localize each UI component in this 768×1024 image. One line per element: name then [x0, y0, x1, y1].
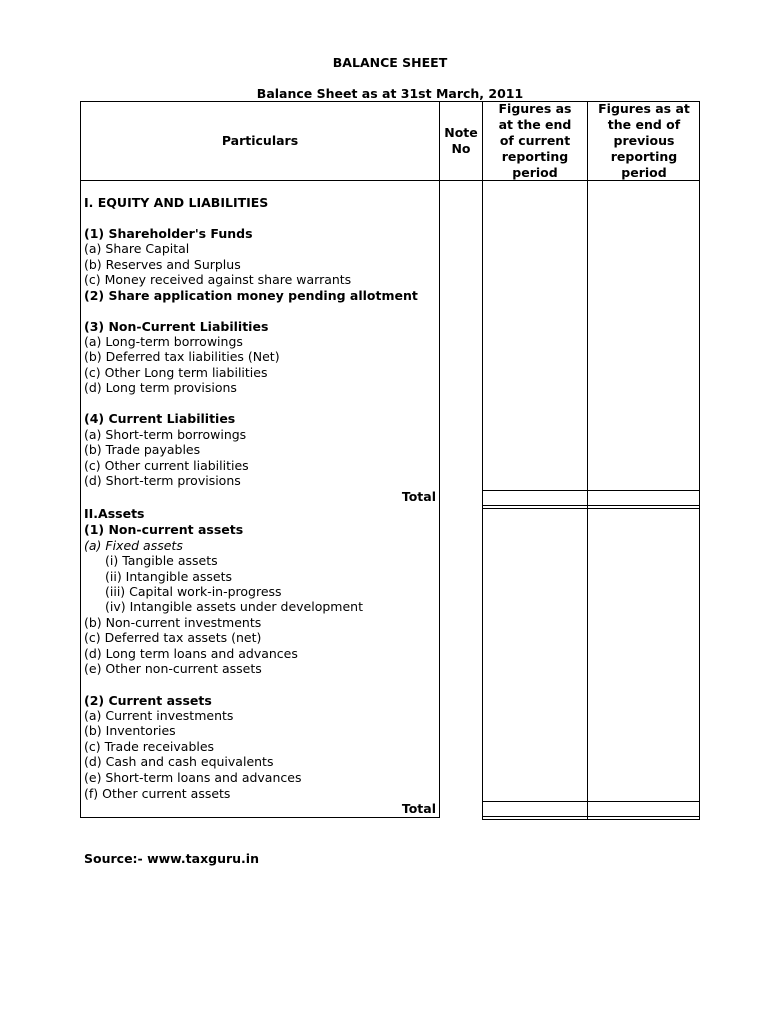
line-item-long-term-loans: (d) Long term loans and advances	[84, 646, 298, 661]
liabilities-total-label: Total	[401, 489, 436, 504]
line-item-non-current-investments: (b) Non-current investments	[84, 615, 262, 630]
header-note-no: Note No	[444, 125, 478, 156]
header-particulars: Particulars	[221, 133, 299, 148]
line-item-short-term-borrowings: (a) Short-term borrowings	[84, 427, 247, 442]
line-item-trade-payables: (b) Trade payables	[84, 442, 201, 457]
line-item-capital-wip: (iii) Capital work-in-progress	[105, 584, 282, 599]
liabilities-total-double-rule	[482, 508, 700, 509]
section-heading-assets: II.Assets	[84, 506, 145, 521]
note-col-right-border	[482, 101, 483, 819]
line-item-fixed-assets: (a) Fixed assets	[84, 538, 183, 553]
line-item-current-investments: (a) Current investments	[84, 708, 234, 723]
current-col-right-border	[587, 101, 588, 819]
line-item-share-warrants: (c) Money received against share warrants	[84, 272, 352, 287]
document-subtitle: Balance Sheet as at 31st March, 2011	[256, 86, 524, 101]
line-item-long-term-provisions: (d) Long term provisions	[84, 380, 237, 395]
header-current-period: Figures as at the end of current reporting period	[498, 101, 572, 180]
table-bottom-border	[80, 817, 440, 818]
source-note: Source:- www.taxguru.in	[84, 851, 259, 866]
assets-total-top-rule	[482, 801, 700, 802]
line-item-intangible-assets: (ii) Intangible assets	[105, 569, 233, 584]
line-item-tangible-assets: (i) Tangible assets	[105, 553, 218, 568]
assets-total-label: Total	[401, 801, 436, 816]
line-item-inventories: (b) Inventories	[84, 723, 176, 738]
line-item-other-current-liabilities: (c) Other current liabilities	[84, 458, 249, 473]
note-col-left-border	[439, 101, 440, 818]
line-item-intangible-under-development: (iv) Intangible assets under development	[105, 599, 363, 614]
subheading-current-assets: (2) Current assets	[84, 693, 212, 708]
line-item-other-non-current-assets: (e) Other non-current assets	[84, 661, 262, 676]
line-item-cash-equivalents: (d) Cash and cash equivalents	[84, 754, 274, 769]
table-right-border	[699, 101, 700, 819]
subheading-non-current-assets: (1) Non-current assets	[84, 522, 244, 537]
assets-total-bottom-rule	[482, 816, 700, 817]
line-item-long-term-borrowings: (a) Long-term borrowings	[84, 334, 243, 349]
liabilities-total-top-rule	[482, 490, 700, 491]
document-title: BALANCE SHEET	[332, 55, 448, 70]
line-item-reserves-surplus: (b) Reserves and Surplus	[84, 257, 241, 272]
header-previous-period: Figures as at the end of previous reporting period	[598, 101, 690, 180]
line-item-deferred-tax-liabilities: (b) Deferred tax liabilities (Net)	[84, 349, 280, 364]
subheading-share-application: (2) Share application money pending allotment	[84, 288, 418, 303]
line-item-share-capital: (a) Share Capital	[84, 241, 190, 256]
line-item-deferred-tax-assets: (c) Deferred tax assets (net)	[84, 630, 262, 645]
line-item-trade-receivables: (c) Trade receivables	[84, 739, 215, 754]
subheading-current-liabilities: (4) Current Liabilities	[84, 411, 236, 426]
line-item-other-long-term-liabilities: (c) Other Long term liabilities	[84, 365, 268, 380]
subheading-shareholders-funds: (1) Shareholder's Funds	[84, 226, 253, 241]
table-left-border	[80, 101, 81, 818]
line-item-other-current-assets: (f) Other current assets	[84, 786, 231, 801]
subheading-non-current-liabilities: (3) Non-Current Liabilities	[84, 319, 269, 334]
liabilities-total-bottom-rule	[482, 505, 700, 506]
assets-total-double-rule	[482, 819, 700, 820]
line-item-short-term-provisions: (d) Short-term provisions	[84, 473, 241, 488]
line-item-short-term-loans: (e) Short-term loans and advances	[84, 770, 302, 785]
section-heading-equity-liabilities: I. EQUITY AND LIABILITIES	[84, 195, 269, 210]
